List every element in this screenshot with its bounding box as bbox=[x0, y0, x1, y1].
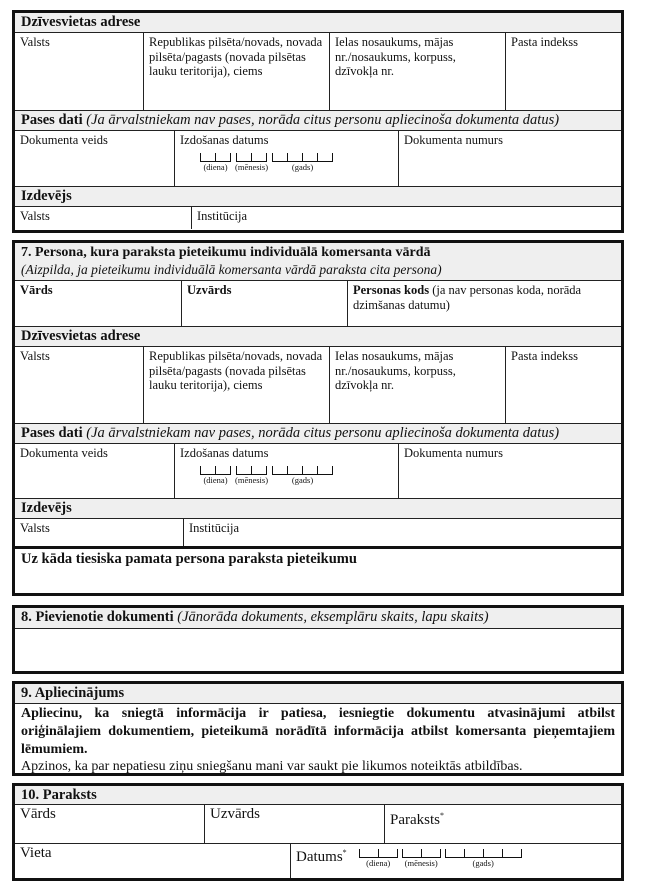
address-header: Dzīvesvietas adrese bbox=[15, 13, 621, 33]
section-7-header bbox=[15, 243, 621, 281]
passport-header bbox=[15, 111, 621, 131]
section-7-block bbox=[12, 240, 624, 596]
issuer-country-field-7[interactable]: Valsts bbox=[15, 519, 184, 546]
signer-surname-field[interactable]: Uzvārds bbox=[205, 805, 385, 843]
day-caption: (diena) bbox=[203, 474, 228, 485]
legal-basis-field[interactable]: Uz kāda tiesiska pamata persona paraksta pieteikumu bbox=[21, 551, 357, 567]
passport-header-title: Pases dati bbox=[21, 112, 83, 128]
passport-row-7 bbox=[15, 444, 621, 499]
issuer-institution-field-7[interactable]: Institūcija bbox=[189, 521, 239, 535]
signature-label: Paraksts bbox=[390, 812, 440, 828]
section-8-note: (Jānorāda dokuments, eksemplāru skaits, lapu skaits) bbox=[177, 609, 489, 625]
doc-type-field[interactable]: Dokumenta veids bbox=[15, 131, 175, 186]
issue-date-field-7[interactable] bbox=[175, 444, 399, 498]
section-8-header bbox=[15, 608, 621, 629]
sign-date-boxes[interactable] bbox=[359, 848, 526, 868]
doc-type-field-7[interactable]: Dokumenta veids bbox=[15, 444, 175, 498]
issue-date-boxes-7[interactable] bbox=[200, 465, 393, 485]
section-9-block bbox=[12, 681, 624, 776]
personal-code-label: Personas kods bbox=[353, 283, 430, 297]
section-8-title: 8. Pievienotie dokumenti bbox=[21, 609, 174, 625]
section-7-subtitle: (Aizpilda, ja pieteikumu individuālā komersanta vārdā paraksta cita persona) bbox=[21, 262, 442, 277]
address-header-7: Dzīvesvietas adrese bbox=[15, 327, 621, 347]
address-street-field-7[interactable]: Ielas nosaukums, mājas nr./nosaukums, korpuss, dzīvokļa nr. bbox=[330, 347, 506, 423]
residence-passport-block bbox=[12, 10, 624, 233]
address-postal-field[interactable]: Pasta indekss bbox=[511, 35, 579, 49]
address-postal-field-7[interactable]: Pasta indekss bbox=[511, 349, 579, 363]
required-mark: * bbox=[342, 848, 347, 857]
section-8-block bbox=[12, 605, 624, 674]
passport-header-note-7: (Ja ārvalstniekam nav pases, norāda citus personu apliecinoša dokumenta datus) bbox=[86, 425, 560, 441]
issue-date-label: Izdošanas datums bbox=[180, 133, 269, 147]
address-country-field[interactable]: Valsts bbox=[15, 33, 144, 110]
section-7-title: 7. Persona, kura paraksta pieteikumu individuālā komersanta vārdā bbox=[21, 245, 431, 260]
place-date-row bbox=[15, 844, 621, 878]
issue-date-boxes[interactable] bbox=[200, 152, 393, 172]
signer-row bbox=[15, 805, 621, 844]
required-mark: * bbox=[440, 811, 444, 820]
date-field[interactable] bbox=[291, 844, 621, 878]
declaration-statement: Apliecinu, ka sniegtā informācija ir patiesa, iesniegtie dokumentu atvasinājumi atbilst oriģinālajiem dokumentiem, pieteikumā norādītā informācija atbilst komersanta pieņemtajiem lēmumiem. bbox=[21, 706, 615, 757]
passport-header-note: (Ja ārvalstniekam nav pases, norāda citus personu apliecinoša dokumenta datus) bbox=[86, 112, 560, 128]
issuer-country-field[interactable]: Valsts bbox=[15, 207, 192, 229]
person-name-row bbox=[15, 281, 621, 327]
day-caption: (diena) bbox=[203, 161, 228, 172]
address-country-field-7[interactable]: Valsts bbox=[15, 347, 144, 423]
section-9-header: 9. Apliecinājums bbox=[15, 684, 621, 704]
year-caption: (gads) bbox=[291, 474, 314, 485]
place-field[interactable]: Vieta bbox=[15, 844, 291, 878]
personal-code-note: (ja nav personas koda, norāda dzimšanas datumu) bbox=[353, 283, 582, 312]
liability-statement: Apzinos, ka par nepatiesu ziņu sniegšanu mani var saukt pie likumos noteiktās atbildības. bbox=[21, 759, 523, 774]
person-surname-field[interactable]: Uzvārds bbox=[182, 281, 348, 326]
issuer-header: Izdevējs bbox=[15, 187, 621, 207]
person-name-field[interactable]: Vārds bbox=[15, 281, 182, 326]
attached-documents-field[interactable] bbox=[15, 629, 621, 671]
month-caption: (mēnesis) bbox=[235, 474, 269, 485]
issuer-header-7: Izdevējs bbox=[15, 499, 621, 519]
passport-header-title-7: Pases dati bbox=[21, 425, 83, 441]
signature-field[interactable] bbox=[385, 805, 621, 843]
year-caption: (gads) bbox=[291, 161, 314, 172]
personal-code-field[interactable] bbox=[348, 281, 621, 326]
address-row bbox=[15, 33, 621, 111]
issuer-institution-field[interactable]: Institūcija bbox=[197, 209, 247, 223]
month-caption: (mēnesis) bbox=[235, 161, 269, 172]
passport-row bbox=[15, 131, 621, 187]
issuer-row-7 bbox=[15, 519, 621, 549]
address-city-field[interactable]: Republikas pilsēta/novads, novada pilsēta/pagasts (novada pilsētas lauku teritorija), ciems bbox=[144, 33, 330, 110]
doc-number-field[interactable]: Dokumenta numurs bbox=[404, 133, 503, 147]
address-street-field[interactable]: Ielas nosaukums, mājas nr./nosaukums, korpuss, dzīvokļa nr. bbox=[330, 33, 506, 110]
declaration-text bbox=[15, 704, 621, 776]
address-city-field-7[interactable]: Republikas pilsēta/novads, novada pilsēta/pagasts (novada pilsētas lauku teritorija), ciems bbox=[144, 347, 330, 423]
issuer-row bbox=[15, 207, 621, 229]
issue-date-label-7: Izdošanas datums bbox=[180, 446, 269, 460]
year-caption: (gads) bbox=[472, 858, 494, 868]
issue-date-field[interactable] bbox=[175, 131, 399, 186]
date-label: Datums* bbox=[296, 848, 347, 865]
doc-number-field-7[interactable]: Dokumenta numurs bbox=[404, 446, 503, 460]
section-10-header: 10. Paraksts bbox=[15, 786, 621, 805]
signer-name-field[interactable]: Vārds bbox=[15, 805, 205, 843]
month-caption: (mēnesis) bbox=[404, 858, 438, 868]
day-caption: (diena) bbox=[366, 858, 391, 868]
section-10-block bbox=[12, 783, 624, 881]
passport-header-7 bbox=[15, 424, 621, 444]
address-row-7 bbox=[15, 347, 621, 424]
